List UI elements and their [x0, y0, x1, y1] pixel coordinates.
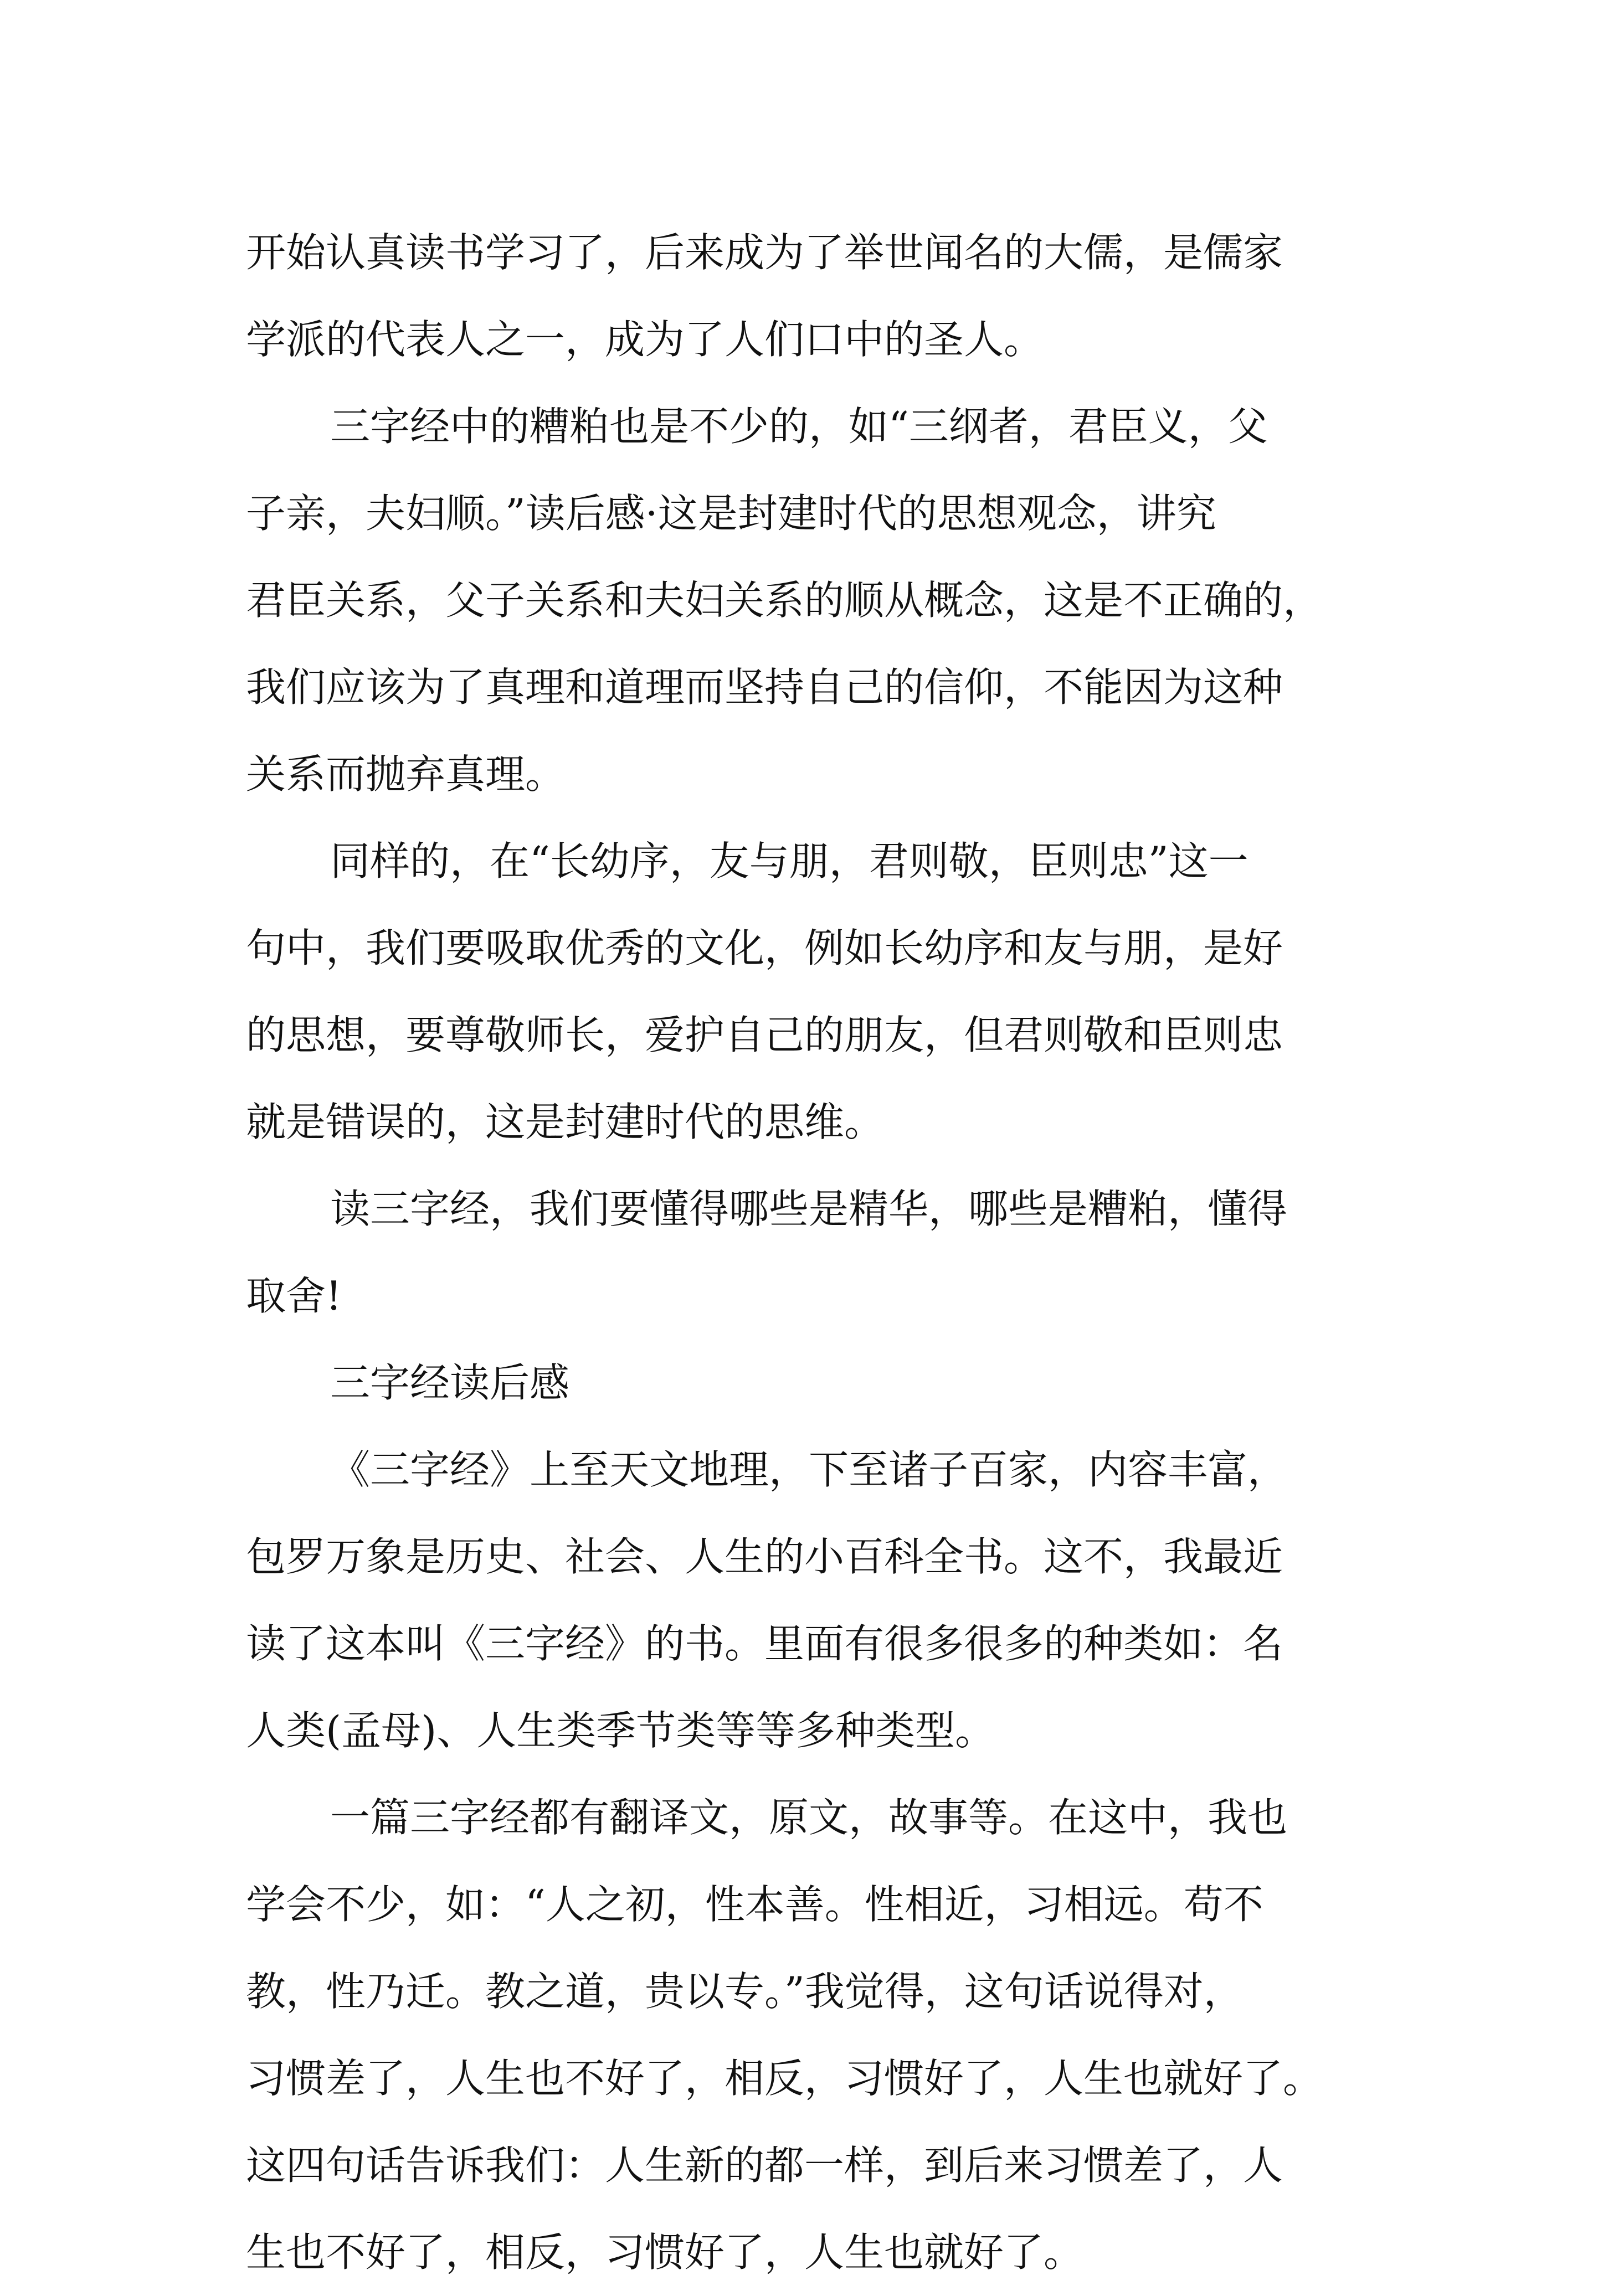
paragraph: [246, 1166, 1370, 1340]
text-line: 君臣关系，父子关系和夫妇关系的顺从概念，这是不正确的，: [246, 577, 1323, 624]
text-line: 人类(孟母)、人生类季节类等等多种类型。: [246, 1707, 995, 1754]
text-line: 三字经中的糟粕也是不少的，如“三纲者，君臣义，父: [330, 403, 1268, 450]
text-line: 习惯差了，人生也不好了，相反，习惯好了，人生也就好了。: [246, 2055, 1323, 2102]
text-line: 这四句话告诉我们：人生新的都一样，到后来习惯差了，人: [246, 2142, 1283, 2189]
text-line: 生也不好了，相反，习惯好了，人生也就好了。: [246, 2229, 1084, 2276]
text-line: 关系而抛弃真理。: [246, 751, 566, 797]
text-line: 一篇三字经都有翻译文，原文，故事等。在这中，我也: [330, 1794, 1288, 1841]
text-line: 同样的，在“长幼序，友与朋，君则敬，臣则忠”这一: [330, 838, 1249, 884]
text-line: 《三字经》上至天文地理，下至诸子百家，内容丰富，: [330, 1446, 1288, 1493]
text-line: 包罗万象是历史、社会、人生的小百科全书。这不，我最近: [246, 1533, 1283, 1580]
document-body: [246, 209, 1370, 2296]
text-line: 句中，我们要吸取优秀的文化，例如长幼序和友与朋，是好: [246, 925, 1283, 971]
text-line: 我们应该为了真理和道理而坚持自己的信仰，不能因为这种: [246, 664, 1283, 711]
section-heading: [246, 1340, 1370, 1427]
text-line: 的思想，要尊敬师长，爱护自己的朋友，但君则敬和臣则忠: [246, 1012, 1283, 1058]
paragraph: [246, 818, 1370, 1166]
text-line: 子亲，夫妇顺。”读后感·这是封建时代的思想观念，讲究: [246, 490, 1216, 537]
paragraph: [246, 1427, 1370, 1774]
section-title: 三字经读后感: [330, 1360, 570, 1406]
text-line: 学派的代表人之一，成为了人们口中的圣人。: [246, 316, 1044, 363]
text-line: 读三字经，我们要懂得哪些是精华，哪些是糟粕，懂得: [330, 1186, 1288, 1232]
text-line: 就是错误的，这是封建时代的思维。: [246, 1099, 885, 1145]
text-line: 学会不少，如：“人之初，性本善。性相近，习相远。苟不: [246, 1881, 1263, 1928]
paragraph: [246, 1774, 1370, 2296]
text-line: 开始认真读书学习了，后来成为了举世闻名的大儒，是儒家: [246, 229, 1283, 276]
paragraph: [246, 209, 1370, 383]
paragraph: [246, 383, 1370, 818]
text-line: 教，性乃迁。教之道，贵以专。”我觉得，这句话说得对，: [246, 1968, 1244, 2015]
text-line: 读了这本叫《三字经》的书。里面有很多很多的种类如：名: [246, 1620, 1283, 1667]
text-line: 取舍!: [246, 1273, 342, 1319]
